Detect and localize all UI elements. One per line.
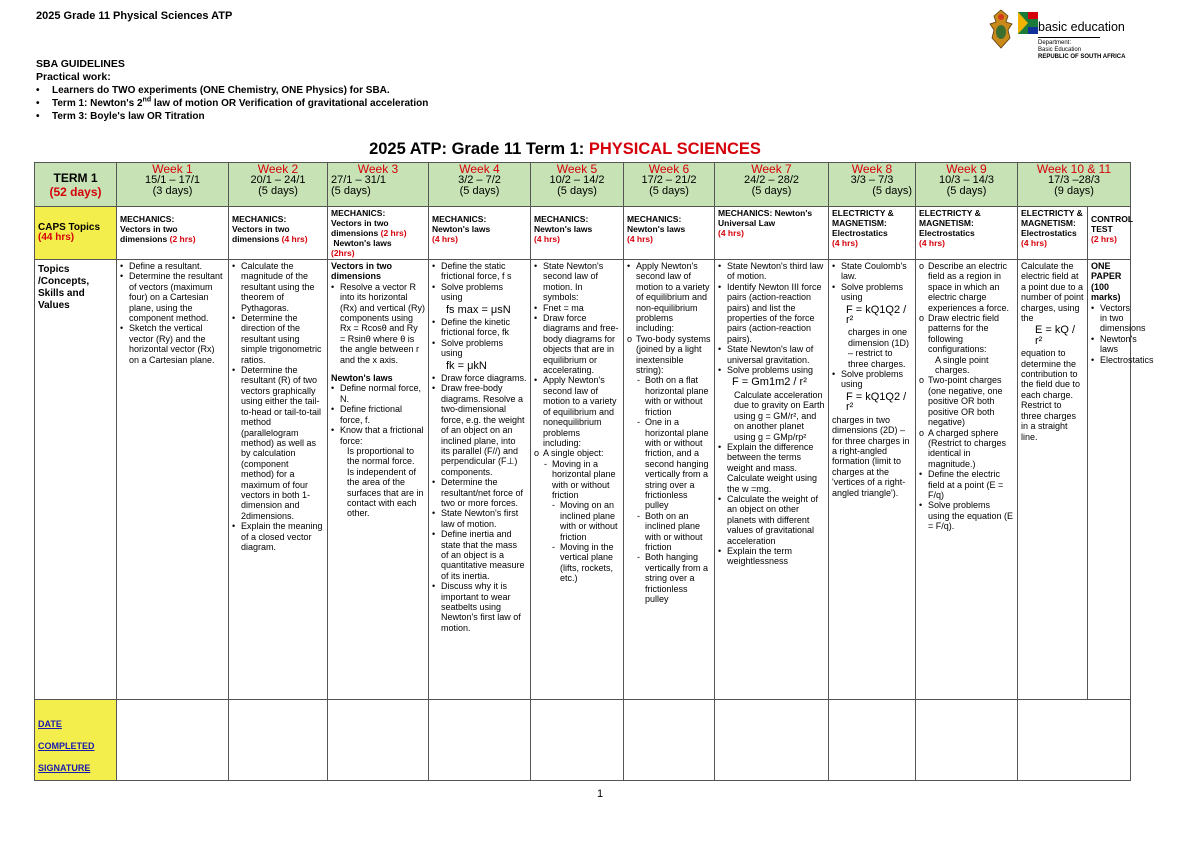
sba-item-experiments: • Learners do TWO experiments (ONE Chemistry, ONE Physics) for SBA.	[36, 84, 428, 97]
date-signature-label	[35, 700, 117, 781]
topic-subitem: - Moving in the vertical plane (lifts, rockets, etc.)	[534, 542, 620, 584]
practical-work-label: Practical work:	[36, 71, 111, 83]
caps-week-2: MECHANICS: Vectors in two dimensions (4 hrs)	[229, 207, 328, 260]
topics-week-4	[429, 260, 531, 700]
control-test-paper: ONE PAPER (100 marks)	[1091, 261, 1122, 303]
topic-item: • State Coulomb's law.	[832, 261, 912, 282]
topics-week-9	[916, 260, 1018, 700]
topic-item: • Define the electric field at a point (E = F/q)	[919, 469, 1014, 500]
topic-item: • Apply Newton's second law of motion to a variety of equilibrium and non-equilibrium problems including:	[627, 261, 711, 334]
sba-item-term1: • Term 1: Newton's 2nd law of motion OR Verification of gravitational acceleration	[36, 97, 428, 110]
topic-item: • Calculate the magnitude of the resultant using the theorem of Pythagoras.	[232, 261, 324, 313]
topic-item: • Solve problems using	[832, 282, 912, 303]
topic-subitem: o A charged sphere (Restrict to charges identical in magnitude.)	[919, 428, 1014, 470]
topics-week-5	[531, 260, 624, 700]
topic-subitem: o Two-point charges (one negative, one positive OR both positive OR both negative)	[919, 375, 1014, 427]
topic-subitem: - Both on an inclined plane with or without friction	[627, 511, 711, 553]
topic-item: • Draw force diagrams.	[432, 373, 527, 383]
topics-week-6	[624, 260, 715, 700]
week-header-row	[35, 163, 1131, 207]
topic-item: • Define frictional force, f.	[331, 404, 425, 425]
logo-divider	[1038, 37, 1100, 38]
page-number: 1	[596, 788, 604, 800]
week-header-8: Week 8 3/3 – 7/3 (5 days)	[829, 163, 916, 207]
topic-item: • Define normal force, N.	[331, 383, 425, 404]
caps-week-8: ELECTRICTY & MAGNETISM: Electrostatics (4 hrs)	[829, 207, 916, 260]
topic-item: • Determine the resultant of vectors (maximum four) on a Cartesian plane, using the component method.	[120, 271, 225, 323]
topic-item: • Vectors in two dimensions	[1091, 303, 1127, 334]
topic-subitem: Is independent of the area of the surfaces that are in contact with each other.	[347, 466, 424, 519]
topic-subitem: - Moving in a horizontal plane with or without friction	[534, 459, 620, 501]
topic-subitem: Is proportional to the normal force.	[347, 445, 415, 467]
topic-subitem: Calculate acceleration due to gravity on Earth using g = GM/r², and on another planet using g = GMp/rp²	[734, 389, 825, 442]
gravitation-formula: F = Gm1m2 / r²	[732, 376, 807, 389]
topics-week-3	[328, 260, 429, 700]
topics-week-2	[229, 260, 328, 700]
week-header-3: Week 3 27/1 – 31/1 (5 days)	[328, 163, 429, 207]
coulomb-formula-1d: F = kQ1Q2 / r²	[846, 303, 907, 327]
topic-item: • State Newton's second law of motion. In symbols:	[534, 261, 620, 303]
topic-item: o Draw electric field patterns for the following configurations:	[919, 313, 1014, 355]
caps-topics-label: CAPS Topics (44 hrs)	[35, 207, 117, 260]
topic-item: • Apply Newton's second law of motion to a variety of equilibrium and nonequilibrium problems including:	[534, 375, 620, 448]
sba-heading: SBA GUIDELINES	[36, 58, 125, 70]
date-cell[interactable]	[531, 700, 624, 781]
topics-week-8	[829, 260, 916, 700]
topic-item: • Determine the direction of the resultant using simple trigonometric ratios.	[232, 313, 324, 365]
date-cell[interactable]	[429, 700, 531, 781]
topic-item: • Determine the resultant/net force of two or more forces.	[432, 477, 527, 508]
date-cell[interactable]	[328, 700, 429, 781]
topic-item: • Determine the resultant (R) of two vectors graphically using either the tail-to-head or tail-to-tail method (parallelogram method) as well as by calculation (component method) for a maximum of four vectors in both 1-dimension and 2dimensions.	[232, 365, 324, 521]
topics-week-10	[1018, 260, 1088, 700]
topic-item: • State Newton's law of universal gravitation.	[718, 344, 825, 365]
topic-item: • State Newton's third law of motion.	[718, 261, 825, 282]
topic-item: • Solve problems using the equation (E = F/q).	[919, 500, 1014, 531]
flag-icon	[1018, 12, 1038, 34]
topic-item: o Describe an electric field as a region in space in which an electric charge experiences a force.	[919, 261, 1014, 313]
caps-topics-row	[35, 207, 1131, 260]
logo-brand-text: basic education	[1038, 20, 1125, 34]
topic-item: • Explain the term weightlessness	[718, 546, 825, 567]
topic-item: • Sketch the vertical vector (Ry) and the horizontal vector (Rx) on a Cartesian plane.	[120, 323, 225, 365]
topic-item: • Solve problems using	[832, 369, 912, 390]
topic-subitem: charges in two dimensions (2D) – for three charges in a right-angled formation (limit to charges at the 'vertices of a right-angled triangle').	[832, 414, 910, 498]
topic-subitem: o A single object:	[534, 448, 620, 458]
week-header-1: Week 1 15/1 – 17/1 (3 days)	[117, 163, 229, 207]
topic-item: • Solve problems using	[718, 365, 825, 375]
sba-item-term3: • Term 3: Boyle's law OR Titration	[36, 110, 428, 123]
page-header-title: 2025 Grade 11 Physical Sciences ATP	[36, 10, 233, 22]
topics-week-11	[1088, 260, 1154, 700]
week-header-7: Week 7 24/2 – 28/2 (5 days)	[715, 163, 829, 207]
caps-week-6: MECHANICS: Newton's laws (4 hrs)	[624, 207, 715, 260]
topics-label: Topics /Concepts, Skills and Values	[35, 260, 117, 700]
week-header-6: Week 6 17/2 – 21/2 (5 days)	[624, 163, 715, 207]
topics-week-1	[117, 260, 229, 700]
date-cell[interactable]	[916, 700, 1018, 781]
topic-item: • Explain the difference between the terms weight and mass. Calculate weight using the w =mg.	[718, 442, 825, 494]
basic-education-logo	[986, 8, 1126, 58]
date-cell[interactable]	[229, 700, 328, 781]
date-cell[interactable]	[715, 700, 829, 781]
topic-item: • State Newton's first law of motion.	[432, 508, 527, 529]
topic-item: • Electrostatics	[1091, 355, 1127, 365]
topic-text: Calculate the electric field at a point due to a number of point charges, using the	[1021, 261, 1084, 324]
term-cell: TERM 1 (52 days)	[35, 163, 117, 207]
topic-item: • Define a resultant.	[120, 261, 225, 271]
static-friction-formula: fs max = μsN	[446, 303, 511, 316]
caps-week-7: MECHANICS: Newton's Universal Law (4 hrs)	[715, 207, 829, 260]
week-header-9: Week 9 10/3 – 14/3 (5 days)	[916, 163, 1018, 207]
atp-table	[34, 162, 1154, 781]
signature-label: SIGNATURE	[38, 763, 91, 773]
atp-title: 2025 ATP: Grade 11 Term 1: PHYSICAL SCIENCES	[369, 140, 761, 158]
caps-week-5: MECHANICS: Newton's laws (4 hrs)	[531, 207, 624, 260]
logo-department: Department: Basic Education REPUBLIC OF SOUTH AFRICA	[1038, 40, 1126, 60]
date-cell[interactable]	[624, 700, 715, 781]
topic-heading: Newton's laws	[331, 373, 393, 384]
topic-item: • Calculate the weight of an object on other planets with different values of gravitational acceleration	[718, 494, 825, 546]
date-cell[interactable]	[1018, 700, 1131, 781]
topic-subitem: - Both on a flat horizontal plane with or without friction	[627, 375, 711, 417]
week-header-10-11: Week 10 & 11 17/3 –28/3 (9 days)	[1018, 163, 1131, 207]
topic-item: • Fnet = ma	[534, 303, 620, 313]
topic-subitem: o Two-body systems (joined by a light inextensible string):	[627, 334, 711, 376]
caps-week-9: ELECTRICTY & MAGNETISM: Electrostatics (4 hrs)	[916, 207, 1018, 260]
topic-item: • Newton's laws	[1091, 334, 1127, 355]
topic-subitem: - Both hanging vertically from a string over a frictionless pulley	[627, 552, 711, 604]
topic-subitem: A single point charges.	[935, 354, 989, 376]
caps-week-11: CONTROL TEST (2 hrs)	[1088, 207, 1131, 260]
caps-week-3: MECHANICS: Vectors in two dimensions (2 hrs) Newton's laws (2hrs)	[328, 207, 429, 260]
topic-item: • Identify Newton III force pairs (action-reaction pairs) and list the properties of the force pairs (action-reaction pairs).	[718, 282, 825, 344]
topic-item: • Define the kinetic frictional force, fk	[432, 317, 527, 338]
topic-item: • Know that a frictional force:	[331, 425, 425, 446]
caps-week-10: ELECTRICTY & MAGNETISM: Electrostatics (4 hrs)	[1018, 207, 1088, 260]
coulomb-formula-2d: F = kQ1Q2 / r²	[846, 390, 907, 414]
date-cell[interactable]	[117, 700, 229, 781]
topic-item: • Define inertia and state that the mass of an object is a quantitative measure of its inertia.	[432, 529, 527, 581]
sba-guidelines	[36, 58, 428, 123]
topic-item: • Resolve a vector R into its horizontal (Rx) and vertical (Ry) components using Rx = Rcosθ and Ry = Rsinθ where θ is the angle between r and the x axis.	[331, 282, 425, 365]
date-completed-row	[35, 700, 1131, 781]
caps-week-4: MECHANICS: Newton's laws (4 hrs)	[429, 207, 531, 260]
week-header-4: Week 4 3/2 – 7/2 (5 days)	[429, 163, 531, 207]
topic-subitem: charges in one dimension (1D) – restrict to three charges.	[848, 327, 910, 369]
topic-item: • Draw force diagrams and free-body diagrams for objects that are in equilibrium or accelerating.	[534, 313, 620, 375]
topic-item: • Explain the meaning of a closed vector diagram.	[232, 521, 324, 552]
kinetic-friction-formula: fk = μkN	[446, 359, 487, 372]
topic-item: • Draw free-body diagrams. Resolve a two-dimensional force, e.g. the weight of an object on an inclined plane, into its parallel (F//) and perpendicular (F⊥) components.	[432, 383, 527, 477]
date-completed-label: DATE COMPLETED	[38, 719, 95, 751]
week-header-2: Week 2 20/1 – 24/1 (5 days)	[229, 163, 328, 207]
electric-field-formula: E = kQ / r²	[1035, 324, 1076, 347]
week-header-5: Week 5 10/2 – 14/2 (5 days)	[531, 163, 624, 207]
topics-week-7	[715, 260, 829, 700]
topic-text: equation to determine the contribution to the field due to each charge. Restrict to three charges in a straight line.	[1021, 348, 1081, 442]
topic-heading: Vectors in two dimensions	[331, 261, 393, 282]
caps-week-1: MECHANICS: Vectors in two dimensions (2 hrs)	[117, 207, 229, 260]
topic-item: • Define the static frictional force, f s	[432, 261, 527, 282]
date-cell[interactable]	[829, 700, 916, 781]
topic-item: • Solve problems using	[432, 338, 527, 359]
topic-subitem: - One in a horizontal plane with or without friction, and a second hanging vertically from a string over a frictionless pulley	[627, 417, 711, 511]
coat-of-arms-icon	[986, 8, 1016, 52]
topic-item: • Solve problems using	[432, 282, 527, 303]
topics-row	[35, 260, 1131, 700]
topic-item: • Discuss why it is important to wear seatbelts using Newton's first law of motion.	[432, 581, 527, 633]
topic-subitem: - Moving on an inclined plane with or without friction	[534, 500, 620, 542]
